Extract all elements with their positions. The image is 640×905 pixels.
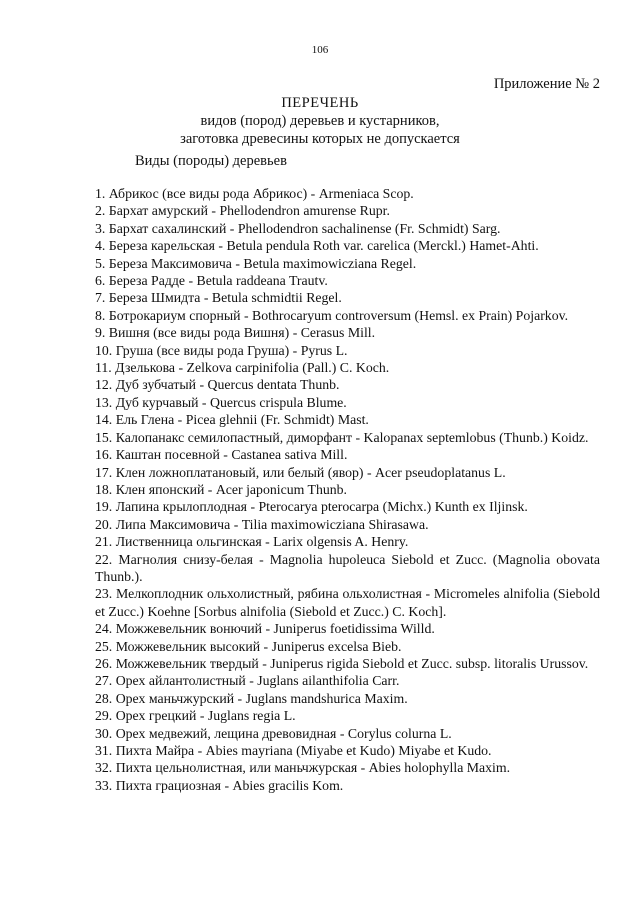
- document-subtitle-line-1: видов (пород) деревьев и кустарников,: [200, 113, 440, 129]
- list-item: 32. Пихта цельнолистная, или маньчжурская - Abies holophylla Maxim.: [95, 760, 511, 776]
- list-item: 30. Орех медвежий, лещина древовидная - Corylus colurna L.: [95, 725, 452, 741]
- list-item: 26. Можжевельник твердый - Juniperus rigida Siebold et Zucc. subsp. litoralis Urussov.: [95, 655, 589, 671]
- list-item: 14. Ель Глена - Picea glehnii (Fr. Schmidt) Mast.: [95, 412, 369, 428]
- list-item: 21. Лиственница ольгинская - Larix olgensis A. Henry.: [95, 534, 409, 550]
- list-item: 29. Орех грецкий - Juglans regia L.: [95, 708, 296, 724]
- list-item: 3. Бархат сахалинский - Phellodendron sachalinense (Fr. Schmidt) Sarg.: [95, 220, 501, 236]
- list-item: 5. Береза Максимовича - Betula maximowicziana Regel.: [95, 255, 417, 271]
- list-item: 13. Дуб курчавый - Quercus crispula Blume.: [95, 394, 347, 410]
- list-item: 16. Каштан посевной - Castanea sativa Mill.: [95, 447, 348, 463]
- document-title: ПЕРЕЧЕНЬ: [281, 95, 359, 111]
- list-item: 31. Пихта Майра - Abies mayriana (Miyabe et Kudo) Miyabe et Kudo.: [95, 743, 492, 758]
- list-item: 4. Береза карельская - Betula pendula Roth var. carelica (Merckl.) Hamet-Ahti.: [95, 238, 539, 254]
- list-item: 27. Орех айлантолистный - Juglans ailanthifolia Carr.: [95, 673, 400, 689]
- list-item: 22. Магнолия снизу-белая - Magnolia hupoleuca Siebold et Zucc. (Magnolia obovata Thunb.).: [95, 551, 600, 584]
- list-item: 2. Бархат амурский - Phellodendron amurense Rupr.: [95, 203, 390, 219]
- list-item: 33. Пихта грациозная - Abies gracilis Kom.: [95, 777, 344, 793]
- list-item: 23. Мелкоплодник ольхолистный, рябина ольхолистная - Micromeles alnifolia (Siebold et Zucc.) Koehne [Sorbus alnifolia (Siebold et Zucc.) C. Koch].: [95, 586, 600, 619]
- list-item: 20. Липа Максимовича - Tilia maximowicziana Shirasawa.: [95, 516, 429, 532]
- list-item: 8. Ботрокариум спорный - Bothrocaryum controversum (Hemsl. ex Prain) Pojarkov.: [95, 307, 569, 323]
- list-item: 7. Береза Шмидта - Betula schmidtii Regel.: [95, 290, 342, 306]
- list-item: 15. Калопанакс семилопастный, диморфант - Kalopanax septemlobus (Thunb.) Koidz.: [95, 429, 589, 445]
- list-item: 12. Дуб зубчатый - Quercus dentata Thunb.: [95, 377, 340, 393]
- species-list: [95, 185, 600, 794]
- list-item: 17. Клен ложноплатановый, или белый (явор) - Acer pseudoplatanus L.: [95, 464, 506, 480]
- list-item: 6. Береза Радде - Betula raddeana Trautv.: [95, 273, 328, 289]
- appendix-label: Приложение № 2: [493, 76, 600, 92]
- document-subtitle-line-2: заготовка древесины которых не допускается: [180, 131, 460, 147]
- page-number: 106: [311, 44, 329, 56]
- list-item: 18. Клен японский - Acer japonicum Thunb.: [95, 481, 348, 497]
- list-item: 1. Абрикос (все виды рода Абрикос) - Armeniaca Scop.: [95, 186, 414, 201]
- list-item: 28. Орех маньчжурский - Juglans mandshurica Maxim.: [95, 690, 408, 706]
- section-label: Виды (породы) деревьев: [135, 153, 287, 169]
- list-item: 10. Груша (все виды рода Груша) - Pyrus L.: [95, 342, 348, 358]
- list-item: 9. Вишня (все виды рода Вишня) - Cerasus Mill.: [95, 325, 376, 341]
- list-item: 24. Можжевельник вонючий - Juniperus foetidissima Willd.: [95, 621, 435, 637]
- list-item: 11. Дзелькова - Zelkova carpinifolia (Pall.) C. Koch.: [95, 360, 390, 376]
- document-heading: [0, 94, 640, 148]
- list-item: 25. Можжевельник высокий - Juniperus excelsa Bieb.: [95, 638, 402, 654]
- list-item: 19. Лапина крылоплодная - Pterocarya pterocarpa (Michx.) Kunth ex Iljinsk.: [95, 499, 528, 515]
